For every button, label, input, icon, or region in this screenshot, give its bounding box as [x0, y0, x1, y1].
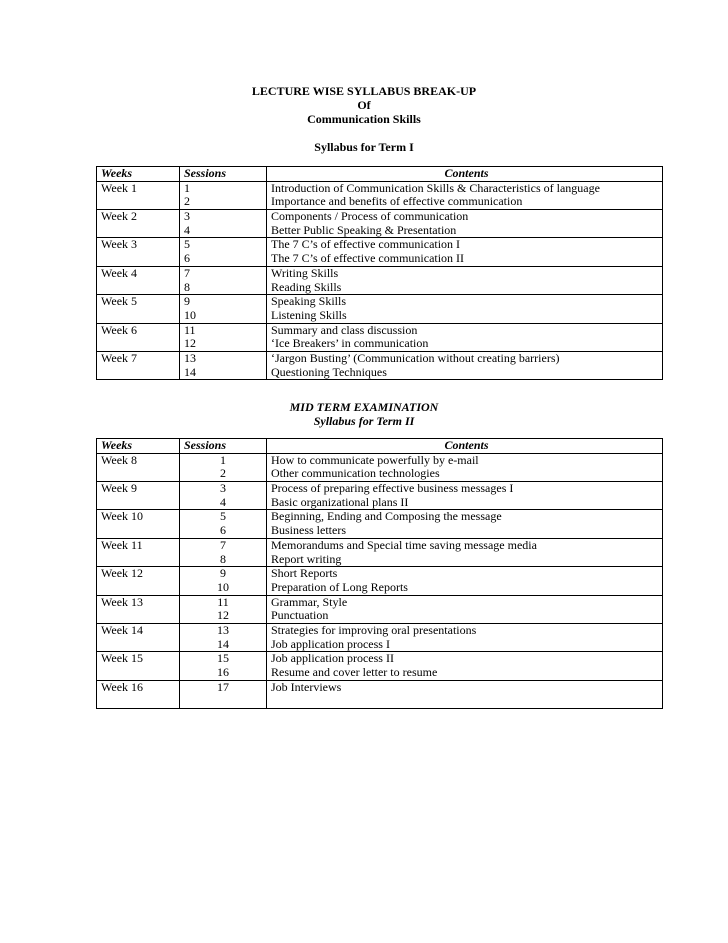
table-row	[97, 694, 663, 708]
table-row	[97, 210, 663, 224]
cell-week	[97, 694, 180, 708]
cell-content: Writing Skills	[267, 266, 663, 280]
cell-session: 9	[180, 567, 267, 581]
cell-session: 10	[180, 309, 267, 323]
cell-week: Week 5	[97, 295, 180, 309]
cell-session: 4	[180, 496, 267, 510]
cell-week	[97, 366, 180, 380]
mid-term-heading	[0, 400, 728, 428]
cell-session: 10	[180, 581, 267, 595]
table-row	[97, 337, 663, 351]
column-header-sessions: Sessions	[180, 167, 267, 182]
cell-session: 14	[180, 366, 267, 380]
cell-week: Week 10	[97, 510, 180, 524]
column-header-weeks: Weeks	[97, 167, 180, 182]
table-row	[97, 453, 663, 467]
cell-content: Short Reports	[267, 567, 663, 581]
table-row	[97, 366, 663, 380]
column-header-contents: Contents	[267, 439, 663, 454]
cell-content	[267, 694, 663, 708]
table-row	[97, 323, 663, 337]
cell-week	[97, 581, 180, 595]
cell-content: Strategies for improving oral presentations	[267, 623, 663, 637]
cell-session: 5	[180, 510, 267, 524]
cell-session: 7	[180, 266, 267, 280]
cell-content: Better Public Speaking & Presentation	[267, 224, 663, 238]
cell-session: 3	[180, 482, 267, 496]
cell-content: Job application process II	[267, 652, 663, 666]
table-row	[97, 666, 663, 680]
table-row	[97, 652, 663, 666]
cell-content: Process of preparing effective business messages I	[267, 482, 663, 496]
cell-session: 1	[180, 181, 267, 195]
cell-week: Week 7	[97, 351, 180, 365]
cell-session: 16	[180, 666, 267, 680]
cell-content: Grammar, Style	[267, 595, 663, 609]
cell-content: Business letters	[267, 524, 663, 538]
cell-session: 5	[180, 238, 267, 252]
cell-week	[97, 553, 180, 567]
cell-session	[180, 694, 267, 708]
cell-week	[97, 224, 180, 238]
cell-week: Week 9	[97, 482, 180, 496]
title-line-2: Of	[357, 98, 371, 112]
cell-session: 2	[180, 195, 267, 209]
cell-content: Job Interviews	[267, 680, 663, 694]
cell-content: Report writing	[267, 553, 663, 567]
cell-week: Week 2	[97, 210, 180, 224]
cell-content: Punctuation	[267, 609, 663, 623]
table-row	[97, 224, 663, 238]
term1-syllabus-table	[96, 166, 663, 380]
table-row	[97, 510, 663, 524]
cell-week: Week 14	[97, 623, 180, 637]
table-row	[97, 467, 663, 481]
cell-session: 7	[180, 538, 267, 552]
table-row	[97, 538, 663, 552]
table-row	[97, 482, 663, 496]
cell-session: 11	[180, 595, 267, 609]
table-row	[97, 281, 663, 295]
cell-content: Basic organizational plans II	[267, 496, 663, 510]
table-row	[97, 581, 663, 595]
table-row	[97, 496, 663, 510]
cell-content: Introduction of Communication Skills & Characteristics of language	[267, 181, 663, 195]
cell-content: How to communicate powerfully by e-mail	[267, 453, 663, 467]
cell-session: 12	[180, 609, 267, 623]
table-row	[97, 595, 663, 609]
cell-content: The 7 C’s of effective communication I	[267, 238, 663, 252]
cell-week: Week 13	[97, 595, 180, 609]
title-line-1: LECTURE WISE SYLLABUS BREAK-UP	[251, 84, 477, 98]
table-row	[97, 266, 663, 280]
table-row	[97, 567, 663, 581]
cell-content: Speaking Skills	[267, 295, 663, 309]
table-row	[97, 524, 663, 538]
table-row	[97, 238, 663, 252]
cell-week	[97, 252, 180, 266]
table-row	[97, 309, 663, 323]
cell-session: 1	[180, 453, 267, 467]
cell-content: Beginning, Ending and Composing the message	[267, 510, 663, 524]
cell-week: Week 3	[97, 238, 180, 252]
cell-content: Reading Skills	[267, 281, 663, 295]
table-row	[97, 623, 663, 637]
table-header-row	[97, 167, 663, 182]
title-line-3: Communication Skills	[307, 112, 421, 126]
cell-session: 6	[180, 252, 267, 266]
cell-week	[97, 195, 180, 209]
cell-week: Week 15	[97, 652, 180, 666]
cell-week	[97, 638, 180, 652]
table-row	[97, 680, 663, 694]
cell-session: 13	[180, 623, 267, 637]
cell-week: Week 11	[97, 538, 180, 552]
table-row	[97, 638, 663, 652]
cell-session: 4	[180, 224, 267, 238]
mid-term-exam-label: MID TERM EXAMINATION	[289, 400, 439, 414]
term2-subtitle: Syllabus for Term II	[313, 414, 415, 428]
term1-subtitle: Syllabus for Term I	[314, 140, 414, 154]
cell-week	[97, 467, 180, 481]
cell-content: Other communication technologies	[267, 467, 663, 481]
cell-content: Preparation of Long Reports	[267, 581, 663, 595]
table-row	[97, 181, 663, 195]
cell-week: Week 16	[97, 680, 180, 694]
cell-content: ‘Ice Breakers’ in communication	[267, 337, 663, 351]
cell-session: 14	[180, 638, 267, 652]
table-row	[97, 553, 663, 567]
cell-content: Listening Skills	[267, 309, 663, 323]
cell-content: Summary and class discussion	[267, 323, 663, 337]
cell-week: Week 1	[97, 181, 180, 195]
cell-week	[97, 496, 180, 510]
cell-week	[97, 309, 180, 323]
cell-week	[97, 524, 180, 538]
cell-week	[97, 281, 180, 295]
cell-week: Week 8	[97, 453, 180, 467]
table-row	[97, 609, 663, 623]
cell-content: Job application process I	[267, 638, 663, 652]
cell-content: Questioning Techniques	[267, 366, 663, 380]
table-row	[97, 195, 663, 209]
cell-session: 13	[180, 351, 267, 365]
cell-week: Week 6	[97, 323, 180, 337]
cell-week: Week 4	[97, 266, 180, 280]
cell-session: 8	[180, 281, 267, 295]
cell-week: Week 12	[97, 567, 180, 581]
table-row	[97, 252, 663, 266]
cell-content: Resume and cover letter to resume	[267, 666, 663, 680]
cell-content: The 7 C’s of effective communication II	[267, 252, 663, 266]
column-header-sessions: Sessions	[180, 439, 267, 454]
cell-session: 3	[180, 210, 267, 224]
cell-content: Components / Process of communication	[267, 210, 663, 224]
cell-session: 9	[180, 295, 267, 309]
cell-content: Importance and benefits of effective communication	[267, 195, 663, 209]
cell-session: 8	[180, 553, 267, 567]
cell-session: 6	[180, 524, 267, 538]
cell-content: Memorandums and Special time saving message media	[267, 538, 663, 552]
cell-week	[97, 337, 180, 351]
term2-syllabus-table	[96, 438, 663, 709]
cell-session: 15	[180, 652, 267, 666]
table-header-row	[97, 439, 663, 454]
cell-session: 11	[180, 323, 267, 337]
cell-week	[97, 609, 180, 623]
document-title	[0, 84, 728, 126]
cell-session: 2	[180, 467, 267, 481]
column-header-contents: Contents	[267, 167, 663, 182]
table-row	[97, 351, 663, 365]
cell-session: 17	[180, 680, 267, 694]
cell-session: 12	[180, 337, 267, 351]
cell-content: ‘Jargon Busting’ (Communication without creating barriers)	[267, 351, 663, 365]
cell-week	[97, 666, 180, 680]
table-row	[97, 295, 663, 309]
column-header-weeks: Weeks	[97, 439, 180, 454]
